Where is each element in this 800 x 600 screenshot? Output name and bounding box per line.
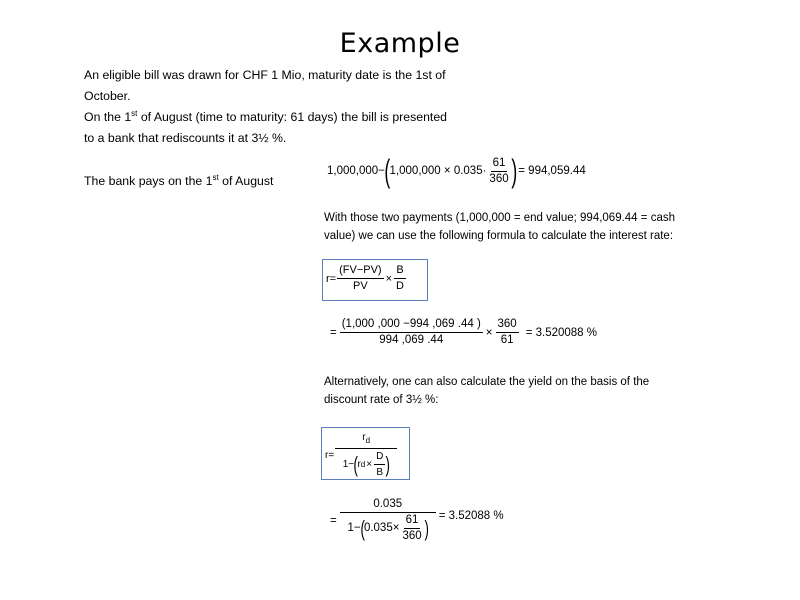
intro-line-1: An eligible bill was drawn for CHF 1 Mio, maturity date is the 1st of xyxy=(84,68,446,82)
slide-title: Example xyxy=(339,28,461,59)
alternative-paragraph: Alternatively, one can also calculate the yield on the basis of the discount rate of 3½ %: xyxy=(324,376,650,406)
eq1-fraction: $\frac{61}{360}$ xyxy=(489,156,509,185)
right-paren: ) xyxy=(511,153,517,189)
left-paren: ( xyxy=(384,153,391,189)
equation-bank-payment xyxy=(327,155,586,187)
eq1-inner: 1,000,000 × 0.035· xyxy=(389,165,487,177)
equation-yield: = 0.035 1− ( 0.035× $\frac{61}{360}$ ) = 3.52088 % xyxy=(330,498,504,542)
eq1-rhs: = 994,059.44 xyxy=(518,165,586,177)
bank-pays-label: The bank pays on the 1st of August xyxy=(84,172,274,188)
intro-line-4: to a bank that rediscounts it at 3½ %. xyxy=(84,131,287,145)
intro-paragraph xyxy=(84,65,447,149)
interest-rate-formula: r= $\frac{(FV-PV)}{PV}$ × $\frac{B}{D}$ xyxy=(326,264,404,292)
explanation-paragraph: With those two payments (1,000,000 = end value; 994,069.44 = cash value) we can use the following formula to calculate the interest rate: xyxy=(324,212,675,242)
intro-line-2: October. xyxy=(84,89,131,103)
eq1-lhs: 1,000,000− xyxy=(327,165,385,177)
yield-formula: r= $r_d$ 1− ( r d × $\frac{D}{B}$ ) xyxy=(325,431,398,479)
equation-interest-rate: = $\frac{(1,000 ,000 -994 ,069 .44 )}{994 ,069 .44}$ × $\frac{360}{61}$ = 3.520088 % xyxy=(330,318,597,346)
intro-line-3: On the 1st of August (time to maturity: 61 days) the bill is presented xyxy=(84,108,448,124)
